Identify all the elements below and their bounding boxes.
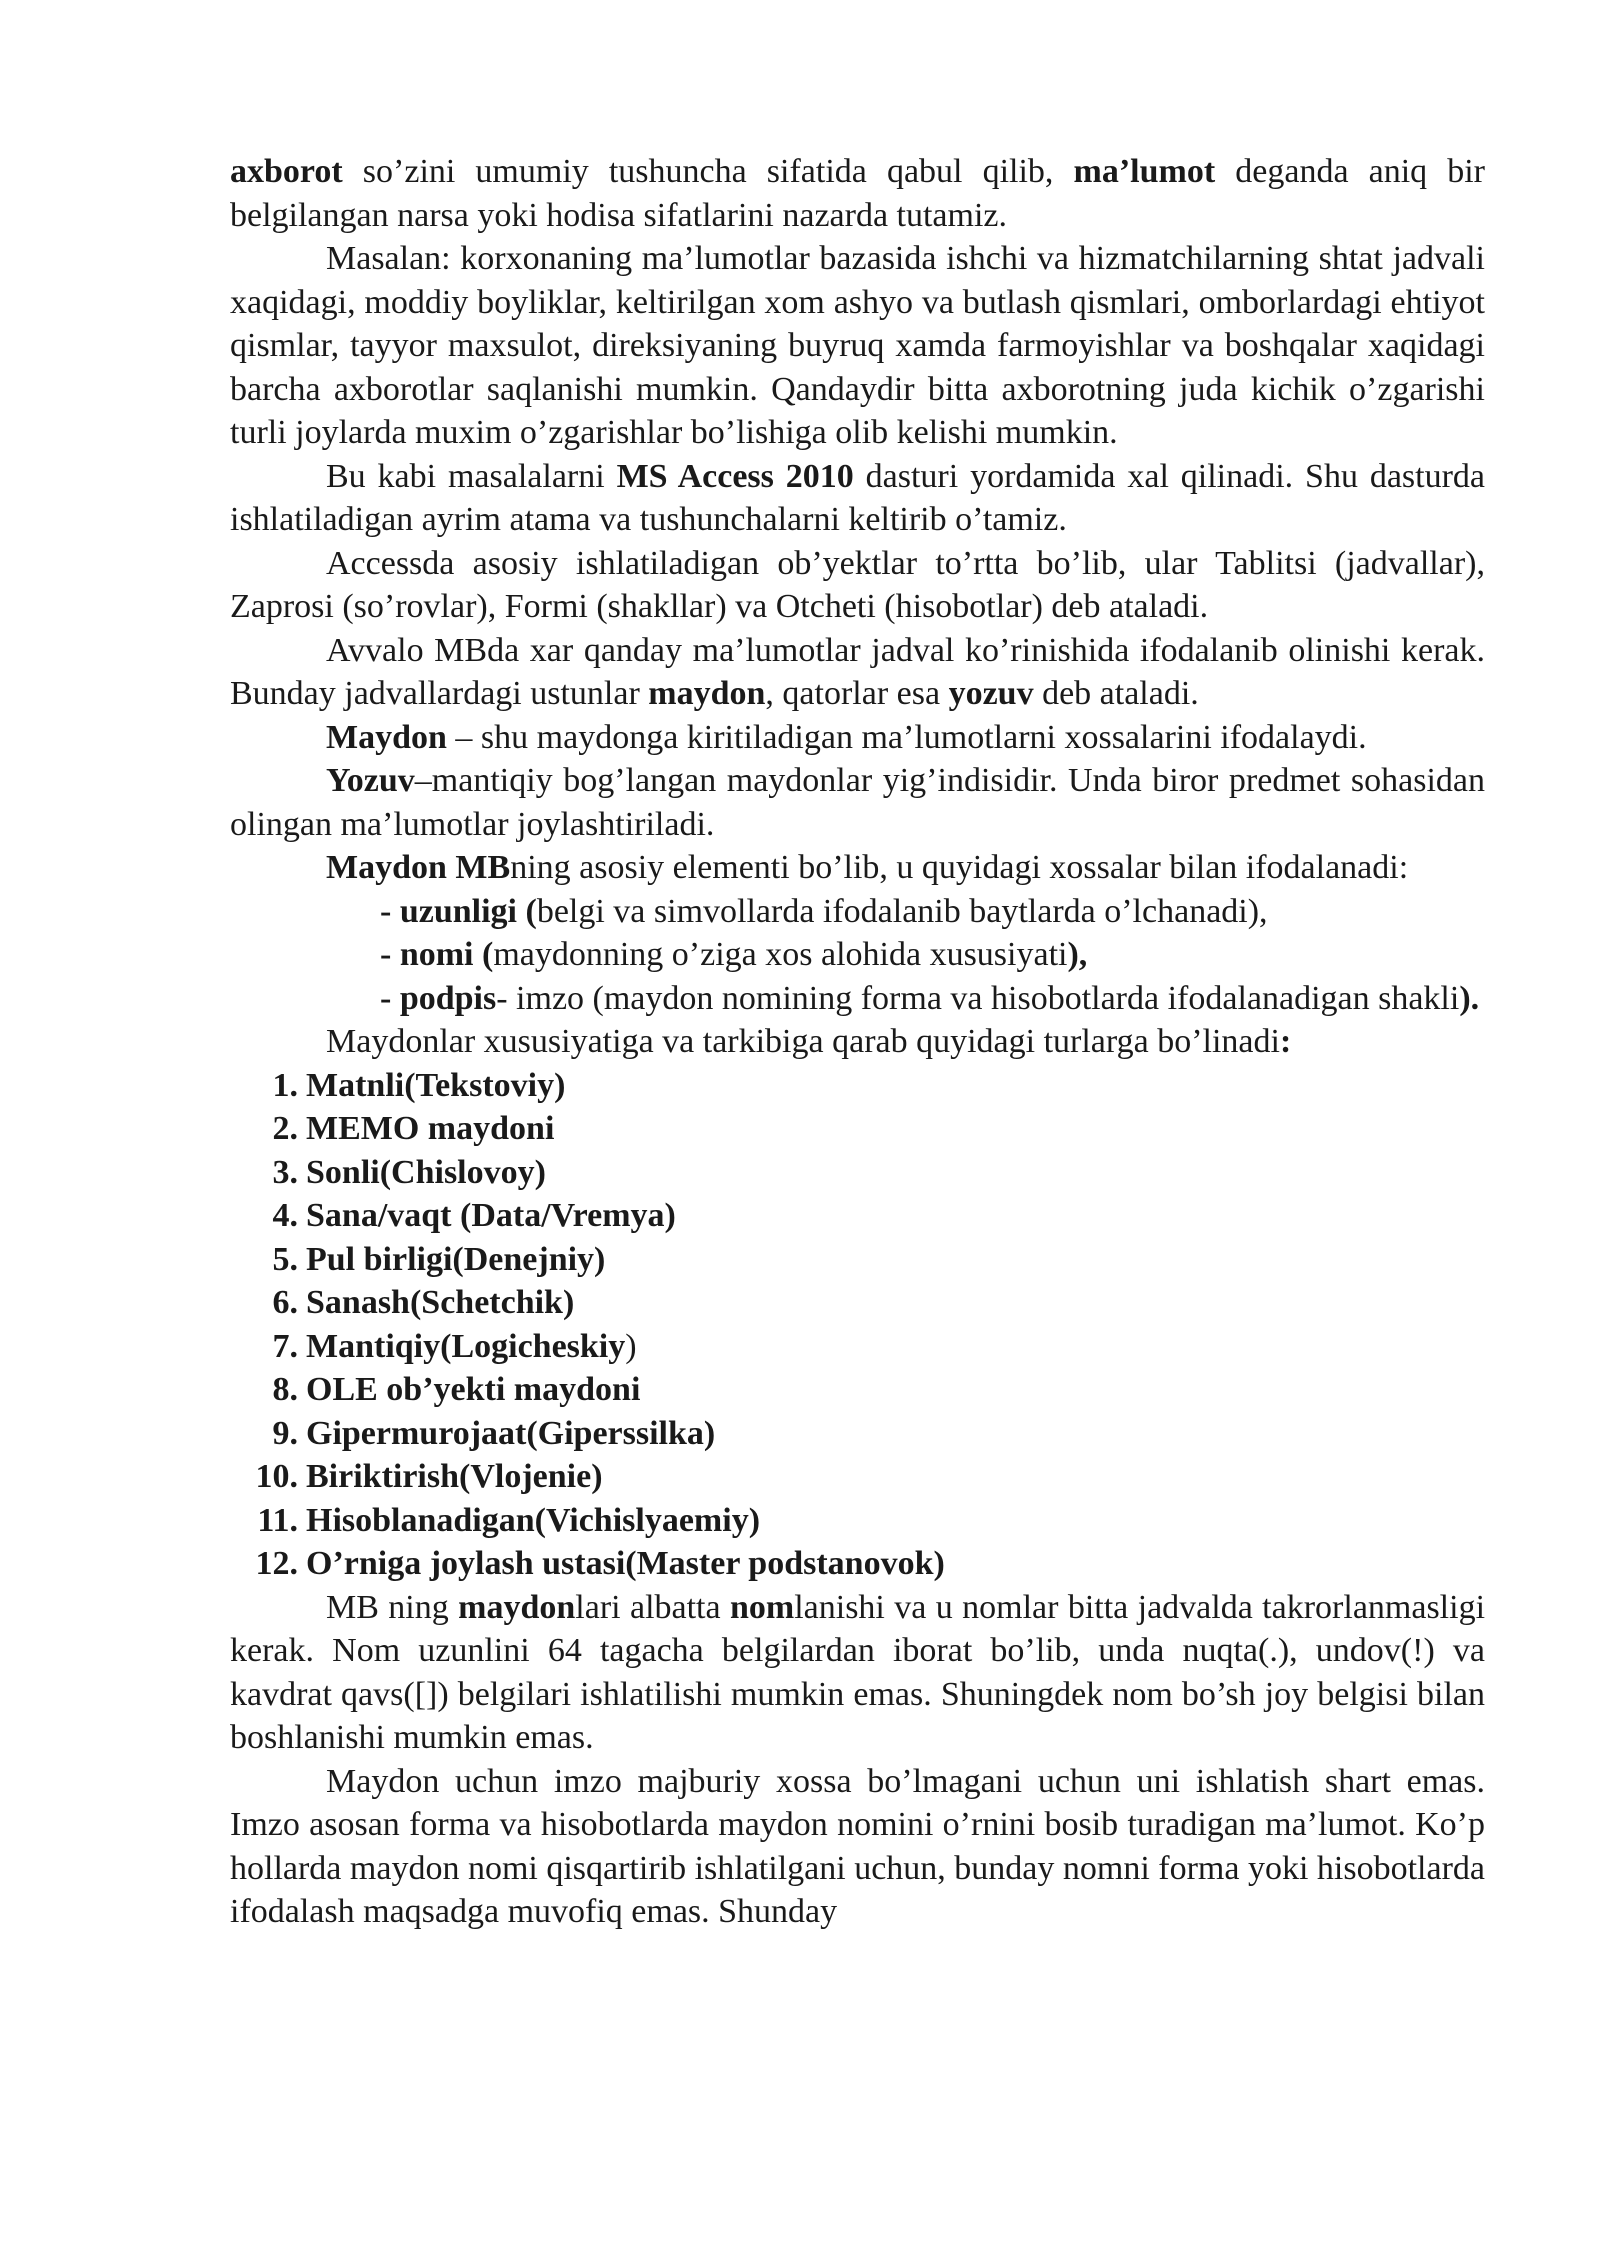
list-item: [230, 1281, 1485, 1325]
list-item: [230, 1151, 1485, 1195]
list-item-label: Gipermurojaat(Giperssilka): [306, 1414, 716, 1452]
paragraph-maydon-types-intro: Maydonlar xususiyatiga va tarkibiga qarab quyidagi turlarga bo’linadi:: [326, 1023, 1292, 1060]
paragraph-ms-access: Bu kabi masalalarni MS Access 2010 dasturi yordamida xal qilinadi. Shu dasturda ishlatiladigan ayrim atama va tushunchalarni keltirib o’tamiz.: [230, 457, 1486, 538]
list-item-number: 6.: [272, 1284, 298, 1321]
list-item: [230, 1542, 1485, 1586]
list-item-number: 8.: [272, 1371, 298, 1408]
list-item-number: 12.: [255, 1545, 298, 1582]
list-item-number: 1.: [272, 1066, 298, 1104]
paragraph-yozuv-definition: Yozuv–mantiqiy bog’langan maydonlar yig’indisidir. Unda biror predmet sohasidan olingan ma’lumotlar joylashtiriladi.: [230, 762, 1485, 843]
document-page: [230, 150, 1485, 1934]
list-item-number: 4.: [272, 1197, 298, 1234]
paragraph-imzo: Maydon uchun imzo majburiy xossa bo’lmagani uchun uni ishlatish shart emas. Imzo asosan forma va hisobotlarda maydon nomini o’rnini bosib turadigan ma’lumot. Ko’p hollarda maydon nomi qisqartirib ishlatilgani uchun, bunday nomni forma yoki hisobotlarda ifodalash maqsadga muvofiq emas. Shunday: [230, 1762, 1485, 1930]
field-types-list: [230, 1064, 1485, 1586]
list-item: [230, 1455, 1485, 1499]
list-item-label: O’rniga joylash ustasi(Master podstanovok): [306, 1545, 945, 1582]
list-item: [230, 1064, 1485, 1108]
list-item: [230, 1368, 1485, 1412]
list-item-number: 7.: [272, 1327, 298, 1365]
paragraph-maydon-definition: Maydon – shu maydonga kiritiladigan ma’lumotlarni xossalarini ifodalaydi.: [326, 718, 1367, 756]
term-malumot: ma’lumot: [1073, 153, 1216, 190]
list-item-label: Sana/vaqt (Data/Vremya): [306, 1197, 676, 1234]
paragraph-masalan: Masalan: korxonaning ma’lumotlar bazasida ishchi va hizmatchilarning shtat jadvali xaqidagi, moddiy boyliklar, keltirilgan xom ashyo va butlash qismlari, omborlardagi ehtiyot qismlar, tayyor maxsulot, direksiyaning buyruq xamda farmoyishlar va boshqalar xaqidagi barcha axborotlar saqlanishi mumkin. Qandaydir bitta axborotning juda kichik o’zgarishi turli joylarda muxim o’zgarishlar bo’lishiga olib kelishi mumkin.: [230, 240, 1485, 451]
list-item-label: Sanash(Schetchik): [306, 1284, 575, 1321]
list-item-label: Mantiqiy(Logicheskiy: [306, 1327, 626, 1365]
property-nomi: - nomi (maydonning o’ziga xos alohida xususiyati),: [380, 936, 1088, 973]
list-item-number: 5.: [272, 1240, 298, 1278]
term-axborot: axborot: [230, 153, 343, 190]
list-item-label: Biriktirish(Vlojenie): [306, 1458, 603, 1495]
list-item-label: Matnli(Tekstoviy): [306, 1066, 566, 1104]
list-item-label: Sonli(Chislovoy): [306, 1153, 546, 1191]
paragraph-axborot: axborot so’zini umumiy tushuncha sifatida qabul qilib, ma’lumot deganda aniq bir belgilangan narsa yoki hodisa sifatlarini nazarda tutamiz.: [230, 153, 1486, 234]
list-item: [230, 1194, 1485, 1238]
list-item-number: 9.: [272, 1414, 298, 1452]
property-podpis: - podpis- imzo (maydon nomining forma va hisobotlarda ifodalanadigan shakli).: [380, 979, 1480, 1017]
list-item-number: 2.: [272, 1110, 298, 1147]
list-item-label: MEMO maydoni: [306, 1110, 555, 1147]
list-item-label: Pul birligi(Denejniy): [306, 1240, 606, 1278]
list-item-label: Hisoblanadigan(Vichislyaemiy): [306, 1501, 761, 1539]
list-item-number: 3.: [272, 1153, 298, 1191]
list-item: [230, 1325, 1485, 1369]
paragraph-access-objects: Accessda asosiy ishlatiladigan ob’yektlar to’rtta bo’lib, ular Tablitsi (jadvallar), Zaprosi (so’rovlar), Formi (shakllar) va Otcheti (hisobotlar) deb ataladi.: [230, 544, 1485, 625]
list-item: [230, 1412, 1485, 1456]
list-item-tail: ): [625, 1327, 637, 1365]
list-item-number: 11.: [257, 1501, 298, 1539]
list-item-label: OLE ob’yekti maydoni: [306, 1371, 641, 1408]
term-ms-access: MS Access 2010: [616, 457, 854, 495]
paragraph-maydon-mb: Maydon MBning asosiy elementi bo’lib, u quyidagi xossalar bilan ifodalanadi:: [326, 849, 1409, 886]
list-item: [230, 1499, 1485, 1543]
list-item: [230, 1107, 1485, 1151]
list-item: [230, 1238, 1485, 1282]
list-item-number: 10.: [255, 1458, 298, 1495]
property-uzunligi: - uzunligi (belgi va simvollarda ifodalanib baytlarda o’lchanadi),: [380, 892, 1268, 930]
paragraph-nom-rules: MB ning maydonlari albatta nomlanishi va u nomlar bitta jadvalda takrorlanmasligi kerak. Nom uzunlini 64 tagacha belgilardan iborat bo’lib, unda nuqta(.), undov(!) va kavdrat qavs([]) belgilari ishlatilishi mumkin emas. Shuningdek nom bo’sh joy belgisi bilan boshlanishi mumkin emas.: [230, 1588, 1486, 1756]
paragraph-avvalo: Avvalo MBda xar qanday ma’lumotlar jadval ko’rinishida ifodalanib olinishi kerak. Bunday jadvallardagi ustunlar maydon, qatorlar esa yozuv deb ataladi.: [230, 631, 1485, 712]
